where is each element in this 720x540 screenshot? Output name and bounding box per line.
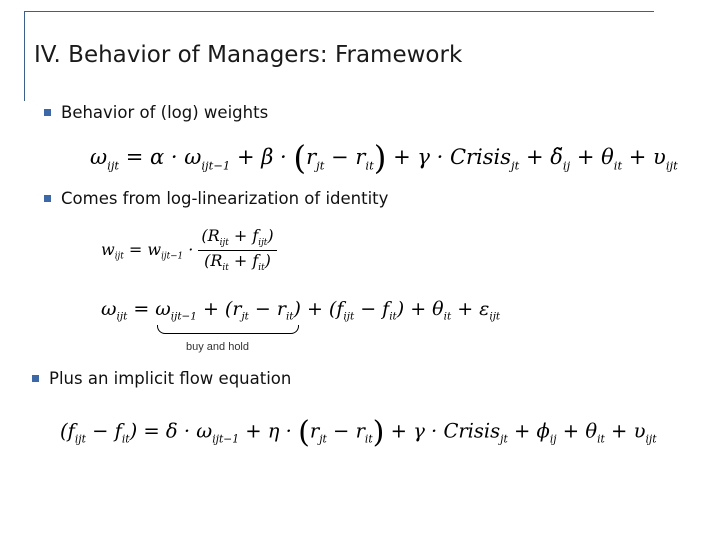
- title-frame-left-border: [24, 11, 25, 101]
- buy-and-hold-label: buy and hold: [186, 341, 249, 353]
- bullet-marker: [44, 195, 51, 202]
- bullet-text: Comes from log-linearization of identity: [61, 189, 389, 208]
- bullet-marker: [32, 375, 39, 382]
- buy-and-hold-brace: $\omega_{ijt-1} + (r_{jt} - r_{it})$: [155, 300, 301, 322]
- slide-title: IV. Behavior of Managers: Framework: [34, 42, 463, 68]
- flow-equation: $(f_{ijt} - f_{it}) = \delta \cdot \omega_{ijt-1} + \eta \cdot (r_{jt} - r_{it}) + \gamma$ · Crisis$_{jt}$ + $\phi_{ij} + \theta_{it} + \upsilon_{ijt}$: [60, 415, 657, 450]
- bullet-log-linearization: [44, 189, 388, 208]
- title-frame-top-border: [24, 11, 654, 12]
- identity-equation: $w_{ijt} = w_{ijt-1}$ · $\frac{(R_{ijt} + f_{ijt})}{(R_{it} + f_{it})}$: [101, 228, 277, 273]
- bullet-text: Behavior of (log) weights: [61, 103, 269, 122]
- bullet-flow-equation: [32, 369, 291, 388]
- weights-equation: $\omega_{ijt} = \alpha \cdot \omega_{ijt-1} + \beta \cdot (r_{jt} - r_{it}) + \gamma$ · Crisis$_{jt}$ + $\deltã_{ij} + \theta_{it} + \upsilon_{ijt}$: [90, 139, 678, 177]
- bullet-weights: [44, 103, 268, 122]
- bullet-text: Plus an implicit flow equation: [49, 369, 292, 388]
- log-linearized-equation: $\omega_{ijt} = \omega_{ijt-1} + (r_{jt} - r_{it})$ + $(f_{ijt} - f_{it}) + \theta_{it} + \varepsilon_{ijt}$: [101, 300, 500, 322]
- bullet-marker: [44, 109, 51, 116]
